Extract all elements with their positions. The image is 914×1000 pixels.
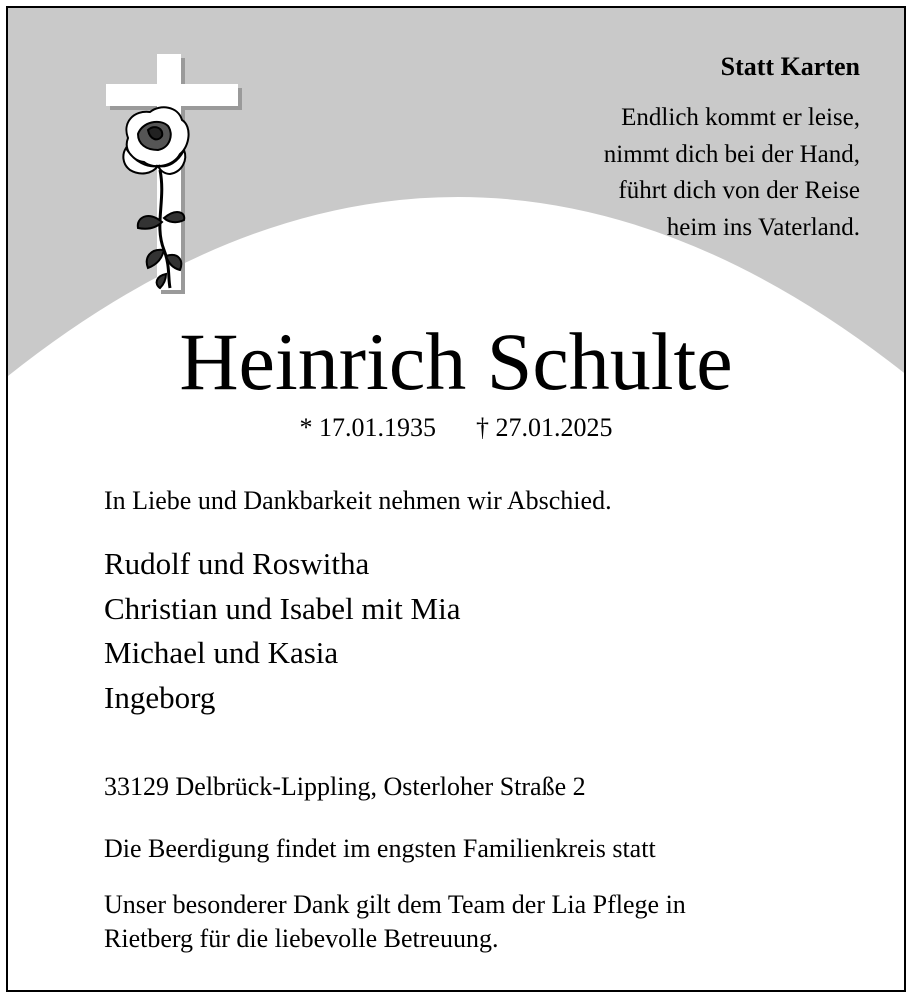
mourner-entry: Ingeborg — [104, 679, 216, 715]
farewell-line: In Liebe und Dankbarkeit nehmen wir Abschied. — [104, 486, 612, 515]
thanks-line: Rietberg für die liebevolle Betreuung. — [104, 924, 499, 953]
verse-line: nimmt dich bei der Hand, — [603, 140, 860, 168]
statt-karten-heading: Statt Karten — [720, 52, 860, 81]
life-dates — [8, 412, 904, 444]
thanks-note — [104, 888, 686, 956]
death-date: † 27.01.2025 — [476, 413, 613, 442]
address: 33129 Delbrück-Lippling, Osterloher Straße 2 — [104, 772, 586, 801]
verse-line: führt dich von der Reise — [618, 177, 860, 204]
obituary-frame — [6, 6, 906, 992]
mourner-entry: Michael und Kasia — [104, 635, 339, 670]
mourner-entry: Rudolf und Roswitha — [104, 546, 370, 581]
verse-line: heim ins Vaterland. — [666, 213, 860, 241]
birth-date: * 17.01.1935 — [299, 413, 436, 442]
funeral-note: Die Beerdigung findet im engsten Familienkreis statt — [104, 834, 656, 863]
mourners-list — [104, 542, 460, 720]
verse-line: Endlich kommt er leise, — [621, 104, 860, 131]
deceased-name: Heinrich Schulte — [179, 316, 733, 407]
verse — [440, 100, 860, 246]
thanks-line: Unser besonderer Dank gilt dem Team der Lia Pflege in — [104, 890, 686, 919]
mourner-entry: Christian und Isabel mit Mia — [104, 590, 461, 626]
cross-with-rose-emblem — [104, 50, 244, 295]
